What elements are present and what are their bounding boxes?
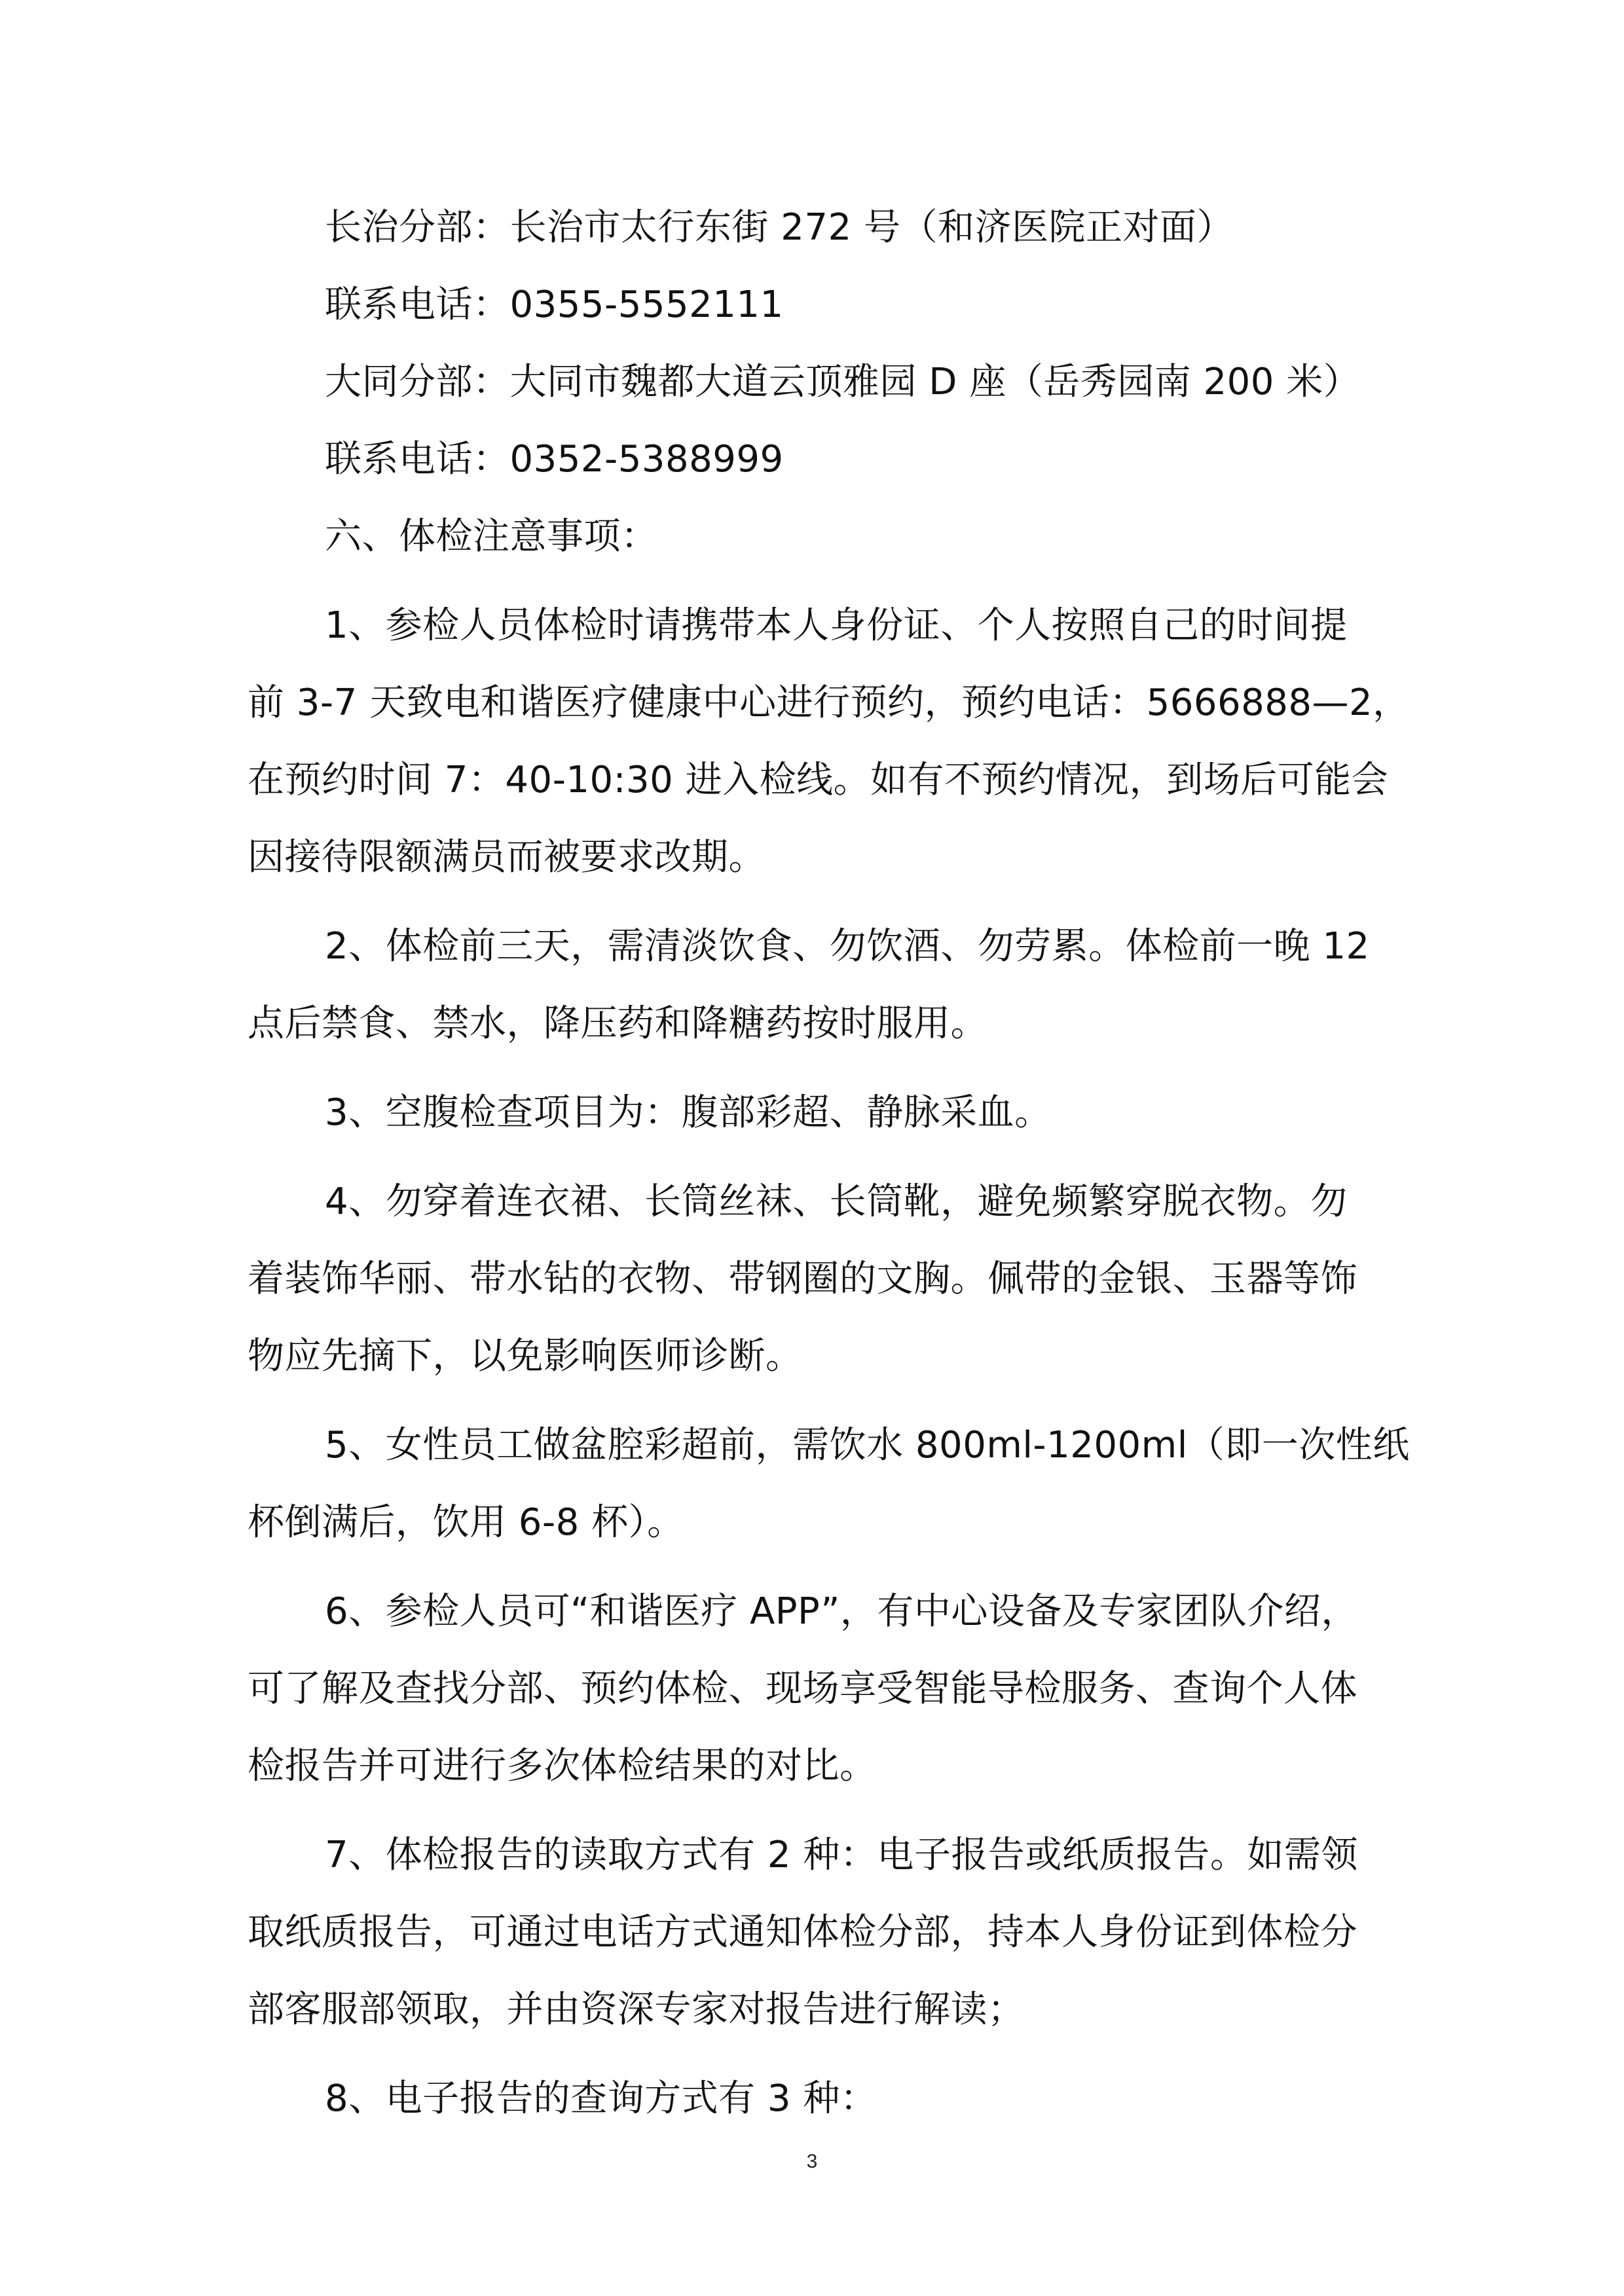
text-line-item7-a: 7、体检报告的读取方式有 2 种：电子报告或纸质报告。如需领 (325, 1834, 1358, 1876)
text-line-item7-c: 部客服部领取，并由资深专家对报告进行解读； (248, 1988, 1025, 2031)
text-line-item1-a: 1、参检人员体检时请携带本人身份证、个人按照自己的时间提 (325, 604, 1348, 647)
text-line-item6-b: 可了解及查找分部、预约体检、现场享受智能导检服务、查询个人体 (248, 1667, 1357, 1710)
text-line-item4-c: 物应先摘下，以免影响医师诊断。 (248, 1335, 803, 1377)
text-line-item1-b: 前 3-7 天致电和谐医疗健康中心进行预约，预约电话：5666888—2， (248, 682, 1410, 724)
text-line-item4-a: 4、勿穿着连衣裙、长筒丝袜、长筒靴，避免频繁穿脱衣物。勿 (325, 1180, 1348, 1223)
text-line-datong-phone: 联系电话：0352-5388999 (325, 438, 784, 481)
text-line-item2-b: 点后禁食、禁水，降压药和降糖药按时服用。 (248, 1002, 987, 1045)
text-line-item8: 8、电子报告的查询方式有 3 种： (325, 2077, 877, 2120)
text-line-item7-b: 取纸质报告，可通过电话方式通知体检分部，持本人身份证到体检分 (248, 1911, 1357, 1954)
page-number: 3 (806, 2151, 818, 2172)
text-line-item5-a: 5、女性员工做盆腔彩超前，需饮水 800ml-1200ml（即一次性纸 (325, 1424, 1410, 1467)
text-line-item1-d: 因接待限额满员而被要求改期。 (248, 836, 766, 879)
text-line-item6-a: 6、参检人员可“和谐医疗 APP”，有中心设备及专家团队介绍， (325, 1590, 1358, 1633)
text-line-item6-c: 检报告并可进行多次体检结果的对比。 (248, 1745, 877, 1787)
text-line-item3: 3、空腹检查项目为：腹部彩超、静脉采血。 (325, 1091, 1052, 1134)
text-line-item2-a: 2、体检前三天，需清淡饮食、勿饮酒、勿劳累。体检前一晚 12 (325, 925, 1370, 968)
text-line-item5-b: 杯倒满后，饮用 6-8 杯）。 (248, 1501, 684, 1544)
text-line-item1-c: 在预约时间 7：40-10:30 进入检线。如有不预约情况，到场后可能会 (248, 759, 1389, 801)
text-line-changzhi-branch: 长治分部：长治市太行东街 272 号（和济医院正对面） (325, 206, 1234, 249)
text-line-item4-b: 着装饰华丽、带水钻的衣物、带钢圈的文胸。佩带的金银、玉器等饰 (248, 1258, 1357, 1300)
section-heading-notes: 六、体检注意事项： (325, 515, 658, 558)
text-line-datong-branch: 大同分部：大同市魏都大道云顶雅园 D 座（岳秀园南 200 米） (325, 361, 1361, 403)
text-line-changzhi-phone: 联系电话：0355-5552111 (325, 283, 784, 326)
